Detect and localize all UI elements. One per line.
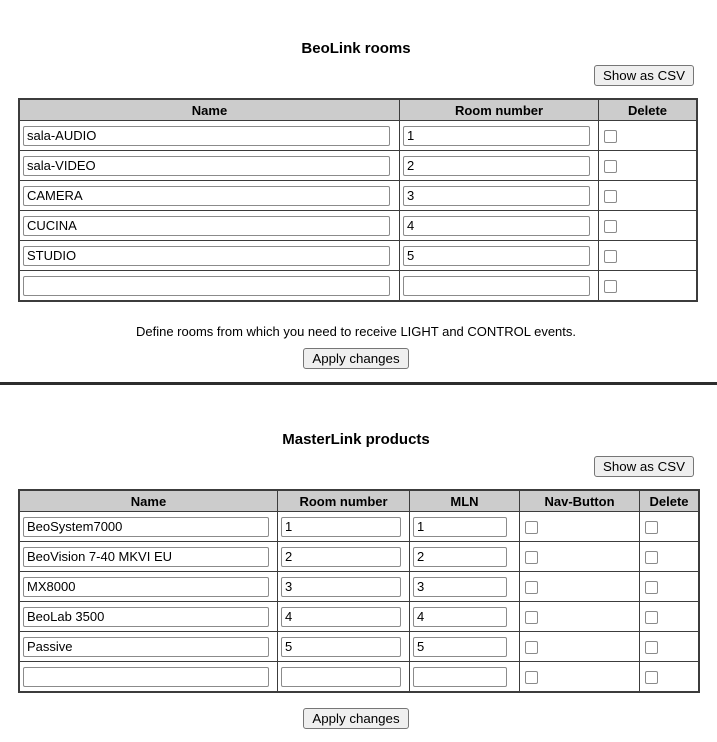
delete-checkbox[interactable]	[604, 130, 617, 143]
room-name-input[interactable]	[23, 216, 390, 236]
header-row	[19, 490, 699, 512]
table-row	[19, 662, 699, 693]
beolink-rooms-table	[18, 98, 698, 302]
room-name-input[interactable]	[23, 186, 390, 206]
room-number-input[interactable]	[403, 126, 590, 146]
mln-input[interactable]	[413, 577, 507, 597]
mln-input[interactable]	[413, 517, 507, 537]
table-row	[19, 512, 699, 542]
room-number-input[interactable]	[403, 186, 590, 206]
room-number-input[interactable]	[281, 607, 401, 627]
nav-button-checkbox[interactable]	[525, 551, 538, 564]
column-header-nav-button: Nav-Button	[520, 490, 640, 512]
section-note: Define rooms from which you need to receive LIGHT and CONTROL events.	[135, 324, 577, 339]
delete-checkbox[interactable]	[604, 280, 617, 293]
delete-checkbox[interactable]	[604, 250, 617, 263]
table-row	[19, 211, 697, 241]
table-row	[19, 241, 697, 271]
column-header-delete: Delete	[640, 490, 700, 512]
delete-checkbox[interactable]	[645, 671, 658, 684]
apply-changes-button[interactable]: Apply changes	[303, 348, 408, 369]
mln-input[interactable]	[413, 607, 507, 627]
mln-input[interactable]	[413, 637, 507, 657]
column-header-room-number: Room number	[400, 99, 599, 121]
room-number-input[interactable]	[403, 246, 590, 266]
nav-button-checkbox[interactable]	[525, 671, 538, 684]
apply-changes-button[interactable]: Apply changes	[303, 708, 408, 729]
apply-button-row	[18, 708, 694, 729]
csv-button-row	[18, 456, 694, 477]
masterlink-products-title: MasterLink products	[282, 431, 430, 448]
room-number-input[interactable]	[281, 637, 401, 657]
product-name-input[interactable]	[23, 607, 269, 627]
room-number-input[interactable]	[281, 577, 401, 597]
room-number-input[interactable]	[281, 667, 401, 687]
column-header-name: Name	[19, 99, 400, 121]
show-as-csv-button[interactable]: Show as CSV	[594, 456, 694, 477]
product-name-input[interactable]	[23, 517, 269, 537]
section-divider	[0, 382, 717, 385]
room-number-input[interactable]	[403, 156, 590, 176]
product-name-input[interactable]	[23, 637, 269, 657]
table-row	[19, 572, 699, 602]
room-name-input[interactable]	[23, 276, 390, 296]
delete-checkbox[interactable]	[645, 581, 658, 594]
delete-checkbox[interactable]	[604, 220, 617, 233]
delete-checkbox[interactable]	[645, 641, 658, 654]
room-number-input[interactable]	[281, 547, 401, 567]
table-row	[19, 271, 697, 302]
product-name-input[interactable]	[23, 577, 269, 597]
room-number-input[interactable]	[281, 517, 401, 537]
column-header-mln: MLN	[410, 490, 520, 512]
table-row	[19, 181, 697, 211]
masterlink-products-table	[18, 489, 700, 693]
delete-checkbox[interactable]	[604, 190, 617, 203]
nav-button-checkbox[interactable]	[525, 641, 538, 654]
room-number-input[interactable]	[403, 216, 590, 236]
csv-button-row	[18, 65, 694, 86]
beolink-rooms-title: BeoLink rooms	[301, 40, 411, 57]
delete-checkbox[interactable]	[645, 611, 658, 624]
table-row	[19, 542, 699, 572]
room-name-input[interactable]	[23, 126, 390, 146]
header-row	[19, 99, 697, 121]
nav-button-checkbox[interactable]	[525, 611, 538, 624]
table-row	[19, 121, 697, 151]
column-header-delete: Delete	[599, 99, 698, 121]
beolink-rooms-section	[0, 40, 717, 369]
table-row	[19, 632, 699, 662]
nav-button-checkbox[interactable]	[525, 521, 538, 534]
mln-input[interactable]	[413, 547, 507, 567]
page	[0, 40, 717, 729]
column-header-room-number: Room number	[278, 490, 410, 512]
show-as-csv-button[interactable]: Show as CSV	[594, 65, 694, 86]
masterlink-products-section	[0, 431, 717, 729]
delete-checkbox[interactable]	[604, 160, 617, 173]
mln-input[interactable]	[413, 667, 507, 687]
apply-button-row	[18, 348, 694, 369]
table-row	[19, 151, 697, 181]
room-number-input[interactable]	[403, 276, 590, 296]
product-name-input[interactable]	[23, 667, 269, 687]
column-header-name: Name	[19, 490, 278, 512]
delete-checkbox[interactable]	[645, 551, 658, 564]
nav-button-checkbox[interactable]	[525, 581, 538, 594]
table-row	[19, 602, 699, 632]
delete-checkbox[interactable]	[645, 521, 658, 534]
room-name-input[interactable]	[23, 246, 390, 266]
product-name-input[interactable]	[23, 547, 269, 567]
room-name-input[interactable]	[23, 156, 390, 176]
